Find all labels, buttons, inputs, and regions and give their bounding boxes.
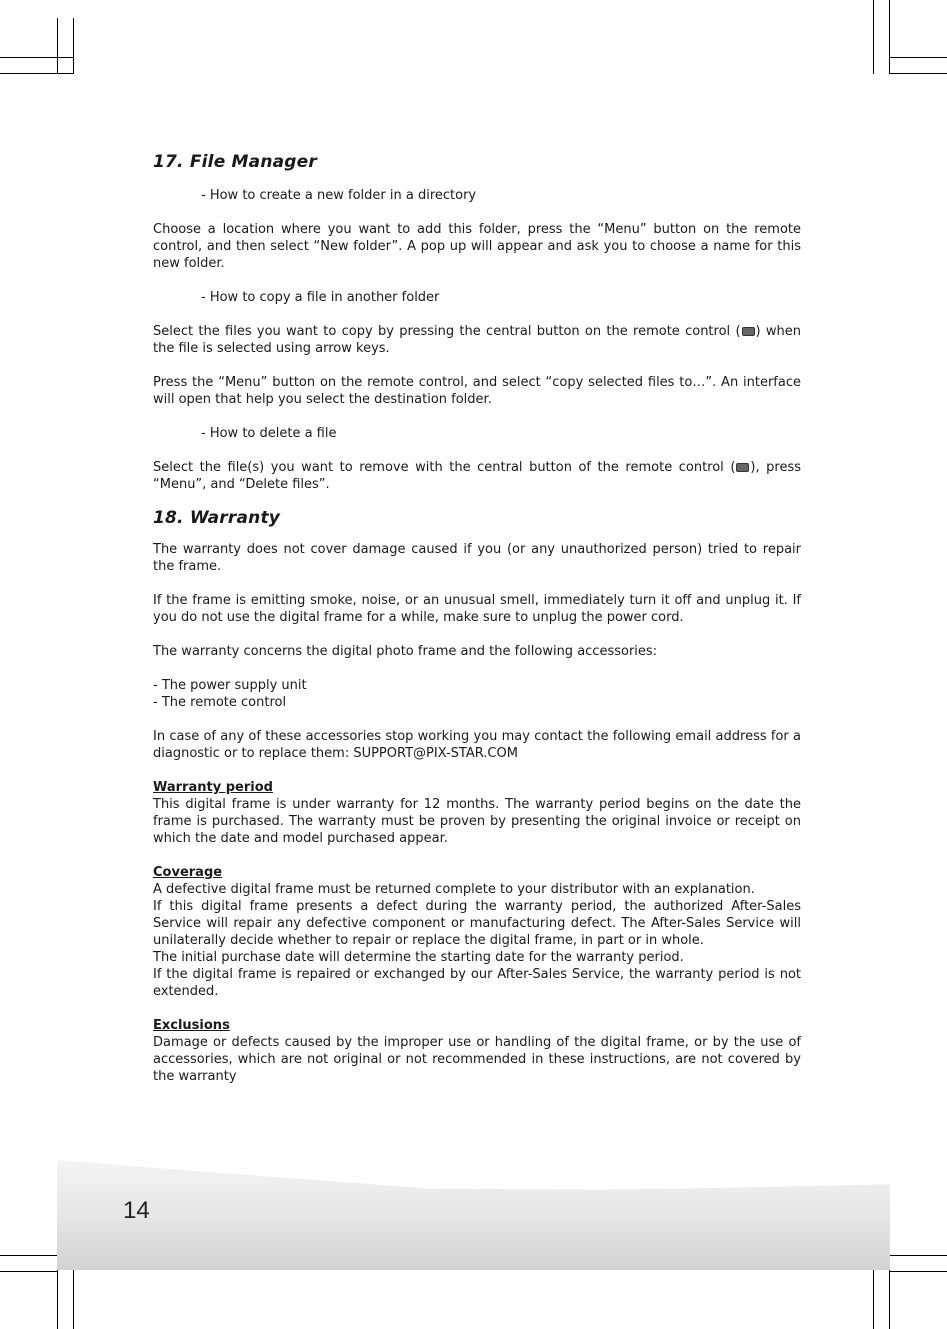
section-title-file-manager: 17. File Manager <box>153 152 317 172</box>
paragraph-text: Select the file(s) you want to remove with the central button of the remote control ( <box>153 460 736 475</box>
crop-mark <box>57 18 58 73</box>
remote-central-button-icon <box>736 463 749 472</box>
page-number: 14 <box>123 1197 150 1224</box>
paragraph <box>153 459 801 493</box>
paragraph: The warranty concerns the digital photo frame and the following accessories: <box>153 644 658 659</box>
crop-mark <box>889 73 947 74</box>
list-item: - The remote control <box>153 695 287 710</box>
subsection-copy-file: - How to copy a file in another folder <box>201 290 440 305</box>
heading-warranty-period: Warranty period <box>153 780 273 795</box>
paragraph: Press the “Menu” button on the remote control, and select “copy selected files to…”. An interface will open that help you select the destination folder. <box>153 375 801 407</box>
paragraph: If this digital frame presents a defect during the warranty period, the authorized After-Sales Service will repair any defective component or manufacturing defect. The After-Sales Service will unilaterally decide whether to repair or replace the digital frame, in part or in whole. <box>153 899 801 948</box>
paragraph: Choose a location where you want to add this folder, press the “Menu” button on the remote control, and then select “New folder”. A pop up will appear and ask you to choose a name for this new folder. <box>153 222 801 271</box>
crop-mark <box>73 18 74 73</box>
paragraph-text: Select the files you want to copy by pressing the central button on the remote control ( <box>153 324 741 339</box>
subsection-create-folder: - How to create a new folder in a directory <box>201 188 477 203</box>
paragraph: Damage or defects caused by the improper use or handling of the digital frame, or by the use of accessories, which are not original or not recommended in these instructions, are not covered by the warranty <box>153 1035 801 1084</box>
crop-mark <box>873 0 874 74</box>
paragraph-text: ), press “Menu”, and “Delete files”. <box>153 460 802 492</box>
paragraph: This digital frame is under warranty for 12 months. The warranty period begins on the date the frame is purchased. The warranty must be proven by presenting the original invoice or receipt on which the date and model purchased appear. <box>153 797 801 846</box>
heading-coverage: Coverage <box>153 865 223 880</box>
list-item: - The power supply unit <box>153 678 307 693</box>
crop-mark <box>0 73 74 74</box>
remote-central-button-icon <box>742 327 755 336</box>
paragraph: If the digital frame is repaired or exchanged by our After-Sales Service, the warranty period is not extended. <box>153 967 801 999</box>
paragraph: In case of any of these accessories stop working you may contact the following email address for a diagnostic or to replace them: SUPPORT@PIX-STAR.COM <box>153 729 801 761</box>
heading-exclusions: Exclusions <box>153 1018 230 1033</box>
paragraph: A defective digital frame must be returned complete to your distributor with an explanation. <box>153 882 755 897</box>
page-content <box>153 150 801 1085</box>
paragraph: The initial purchase date will determine the starting date for the warranty period. <box>153 950 684 965</box>
paragraph: If the frame is emitting smoke, noise, or an unusual smell, immediately turn it off and unplug it. If you do not use the digital frame for a while, make sure to unplug the power cord. <box>153 593 801 625</box>
section-title-warranty: 18. Warranty <box>153 508 281 528</box>
subsection-delete-file: - How to delete a file <box>201 426 337 441</box>
crop-mark <box>0 1255 58 1256</box>
paragraph <box>153 323 801 357</box>
crop-mark <box>889 1271 947 1272</box>
crop-mark <box>0 57 74 58</box>
paragraph-text: ) when the file is selected using arrow keys. <box>153 324 801 356</box>
crop-mark <box>889 57 947 58</box>
crop-mark <box>889 1255 947 1256</box>
paragraph: The warranty does not cover damage caused if you (or any unauthorized person) tried to repair the frame. <box>153 542 801 574</box>
crop-mark <box>0 1271 58 1272</box>
crop-mark <box>889 0 890 74</box>
footer-band <box>57 1160 890 1270</box>
